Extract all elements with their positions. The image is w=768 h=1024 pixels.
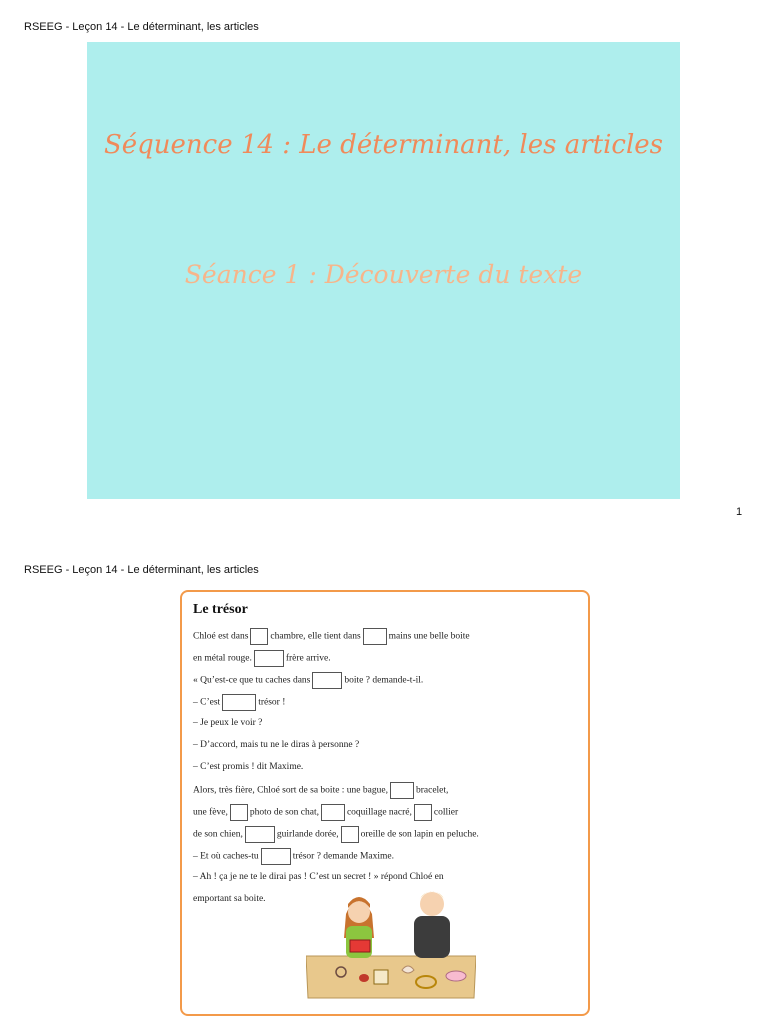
text-fragment: coquillage nacré, <box>346 807 412 818</box>
children-treasure-illustration <box>306 886 476 1004</box>
text-line <box>193 760 303 774</box>
text-fragment: bracelet, <box>415 785 449 796</box>
text-fragment: de son chien, <box>193 829 243 840</box>
text-fragment: frère arrive. <box>285 653 331 664</box>
text-line <box>193 672 423 689</box>
text-line <box>193 738 359 752</box>
text-line <box>193 716 262 730</box>
blank-box[interactable] <box>230 804 248 821</box>
page-header: RSEEG - Leçon 14 - Le déterminant, les articles <box>24 21 259 33</box>
blank-box[interactable] <box>250 628 268 645</box>
text-line <box>193 782 448 799</box>
text-fragment: mains une belle boite <box>388 631 470 642</box>
text-fragment: – Et où caches-tu <box>193 851 259 862</box>
ear-object <box>446 971 466 981</box>
exercise-title: Le trésor <box>193 602 248 617</box>
text-fragment: guirlande dorée, <box>276 829 339 840</box>
text-fragment: – C’est <box>193 697 221 708</box>
blank-box[interactable] <box>363 628 387 645</box>
text-line <box>193 650 331 667</box>
page-header: RSEEG - Leçon 14 - Le déterminant, les articles <box>24 564 259 576</box>
text-fragment: – Je peux le voir ? <box>193 718 263 728</box>
text-fragment: oreille de son lapin en peluche. <box>360 829 479 840</box>
text-fragment: une fève, <box>193 807 228 818</box>
text-fragment: trésor ? demande Maxime. <box>292 851 394 862</box>
blank-box[interactable] <box>312 672 342 689</box>
text-fragment: Alors, très fière, Chloé sort de sa boite : une bague, <box>193 785 388 796</box>
blank-box[interactable] <box>222 694 256 711</box>
text-fragment: – D’accord, mais tu ne le diras à personne ? <box>193 740 360 750</box>
text-line <box>193 804 458 821</box>
blank-box[interactable] <box>261 848 291 865</box>
blank-box[interactable] <box>414 804 432 821</box>
text-fragment: en métal rouge. <box>193 653 252 664</box>
text-fragment: – C’est promis ! dit Maxime. <box>193 762 304 772</box>
seance-title: Séance 1 : Découverte du texte <box>184 260 583 289</box>
text-fragment: photo de son chat, <box>249 807 319 818</box>
bean-object <box>359 974 369 982</box>
sequence-title: Séquence 14 : Le déterminant, les articles <box>103 130 664 160</box>
boy-figure <box>414 891 450 958</box>
text-line <box>193 892 266 906</box>
text-fragment: emportant sa boite. <box>193 894 266 904</box>
text-line <box>193 694 285 711</box>
text-line <box>193 628 470 645</box>
blank-box[interactable] <box>245 826 275 843</box>
text-fragment: – Ah ! ça je ne te le dirai pas ! C’est un secret ! » répond Chloé en <box>193 872 444 882</box>
girl-figure <box>344 897 374 958</box>
blank-box[interactable] <box>321 804 345 821</box>
photo-object <box>374 970 388 984</box>
blank-box[interactable] <box>341 826 359 843</box>
text-fragment: chambre, elle tient dans <box>270 631 361 642</box>
blank-box[interactable] <box>254 650 284 667</box>
text-fragment: « Qu’est-ce que tu caches dans <box>193 675 311 686</box>
blank-box[interactable] <box>390 782 414 799</box>
page-number: 1 <box>736 506 743 518</box>
text-fragment: Chloé est dans <box>193 631 249 642</box>
exercise-card <box>180 590 590 1016</box>
text-fragment: collier <box>433 807 459 818</box>
text-fragment: boite ? demande-t-il. <box>344 675 424 686</box>
text-line <box>193 848 394 865</box>
text-fragment: trésor ! <box>258 697 286 708</box>
text-line <box>193 870 444 884</box>
text-line <box>193 826 479 843</box>
